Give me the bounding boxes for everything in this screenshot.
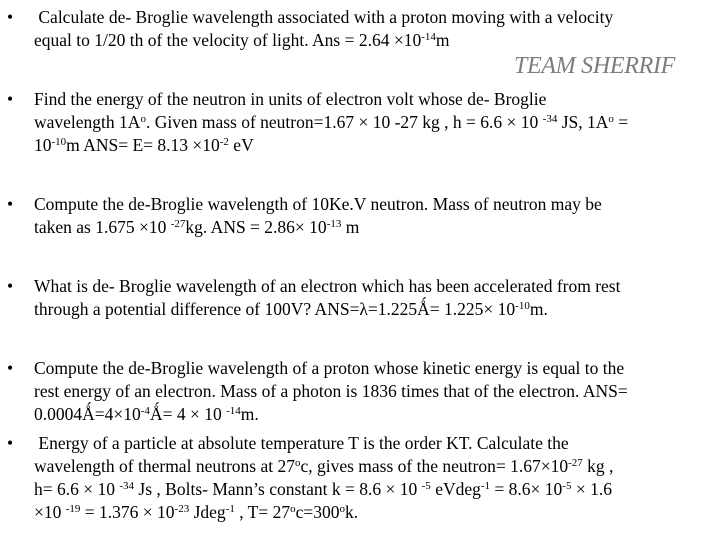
line: rest energy of an electron. Mass of a photon is 1836 times that of the electron. ANS= <box>34 381 628 401</box>
bullet: • <box>7 89 14 109</box>
question-5-text <box>34 357 714 426</box>
line: $10^{-10}m$ $ANS= E= 8.13 \times 10^{-2}$ eV <box>34 135 254 155</box>
question-2-text <box>34 88 714 157</box>
bullet: • <box>7 194 14 214</box>
bullet: • <box>7 7 14 27</box>
question-6-text <box>34 432 714 524</box>
line: wavelength of thermal neutrons at 27$^o$c, gives mass of the neutron= $1.67\times 10^{-27}$ kg , <box>34 456 614 476</box>
bullet: • <box>7 276 14 296</box>
question-1-text <box>34 6 714 52</box>
bullet: • <box>7 433 14 453</box>
line: wavelength $1A^o$. Given mass of neutron=1.67 × 10 -27 kg , h = 6.6 × 10 $^{-34}$ JS, $1A^o$ = <box>34 112 629 132</box>
line: taken as 1.675 ×10 $^{-27}$kg. ANS = $2.86\times 10^{-13}$ m <box>34 217 360 237</box>
line: equal to 1/20 th of the velocity of light. Ans = $2.64 \times 10^{-14}m$ <box>34 30 450 50</box>
line: Find the energy of the neutron in units of electron volt whose de- Broglie <box>34 89 547 109</box>
bullet: • <box>7 358 14 378</box>
line: ×10 $^{-19} = 1.376 \times 10^{-23}$ Jdeg$^{-1}$ , $T= 27^oc=300^ok$. <box>34 502 359 522</box>
line: Compute the de-Broglie wavelength of a proton whose kinetic energy is equal to the <box>34 358 625 378</box>
question-3-text <box>34 193 714 239</box>
question-4-text <box>34 275 714 321</box>
line: $0.0004Ǻ=4\times 10^{-4}Ǻ= 4 \times 10$ $^{-14}$m. <box>34 404 259 424</box>
line: Calculate de- Broglie wavelength associated with a proton moving with a velocity <box>38 7 614 27</box>
line: through a potential difference of 100V? ANS=λ=1.225Ǻ= $1.225\times 10^{-10}m$. <box>34 299 548 319</box>
team-watermark: TEAM SHERRIF <box>514 53 676 79</box>
line: Energy of a particle at absolute temperature T is the order KT. Calculate the <box>38 433 569 453</box>
line: What is de- Broglie wavelength of an electron which has been accelerated from rest <box>34 276 621 296</box>
line: Compute the de-Broglie wavelength of 10Ke.V neutron. Mass of neutron may be <box>34 194 602 214</box>
line: h= 6.6 × 10 $^{-34}$ Js , Bolts- Mann’s constant k = 8.6 × 10 $^{-5}$ eVdeg$^{-1}$ = $8.6\times 10^{-5} \times 1.6$ <box>34 479 612 499</box>
